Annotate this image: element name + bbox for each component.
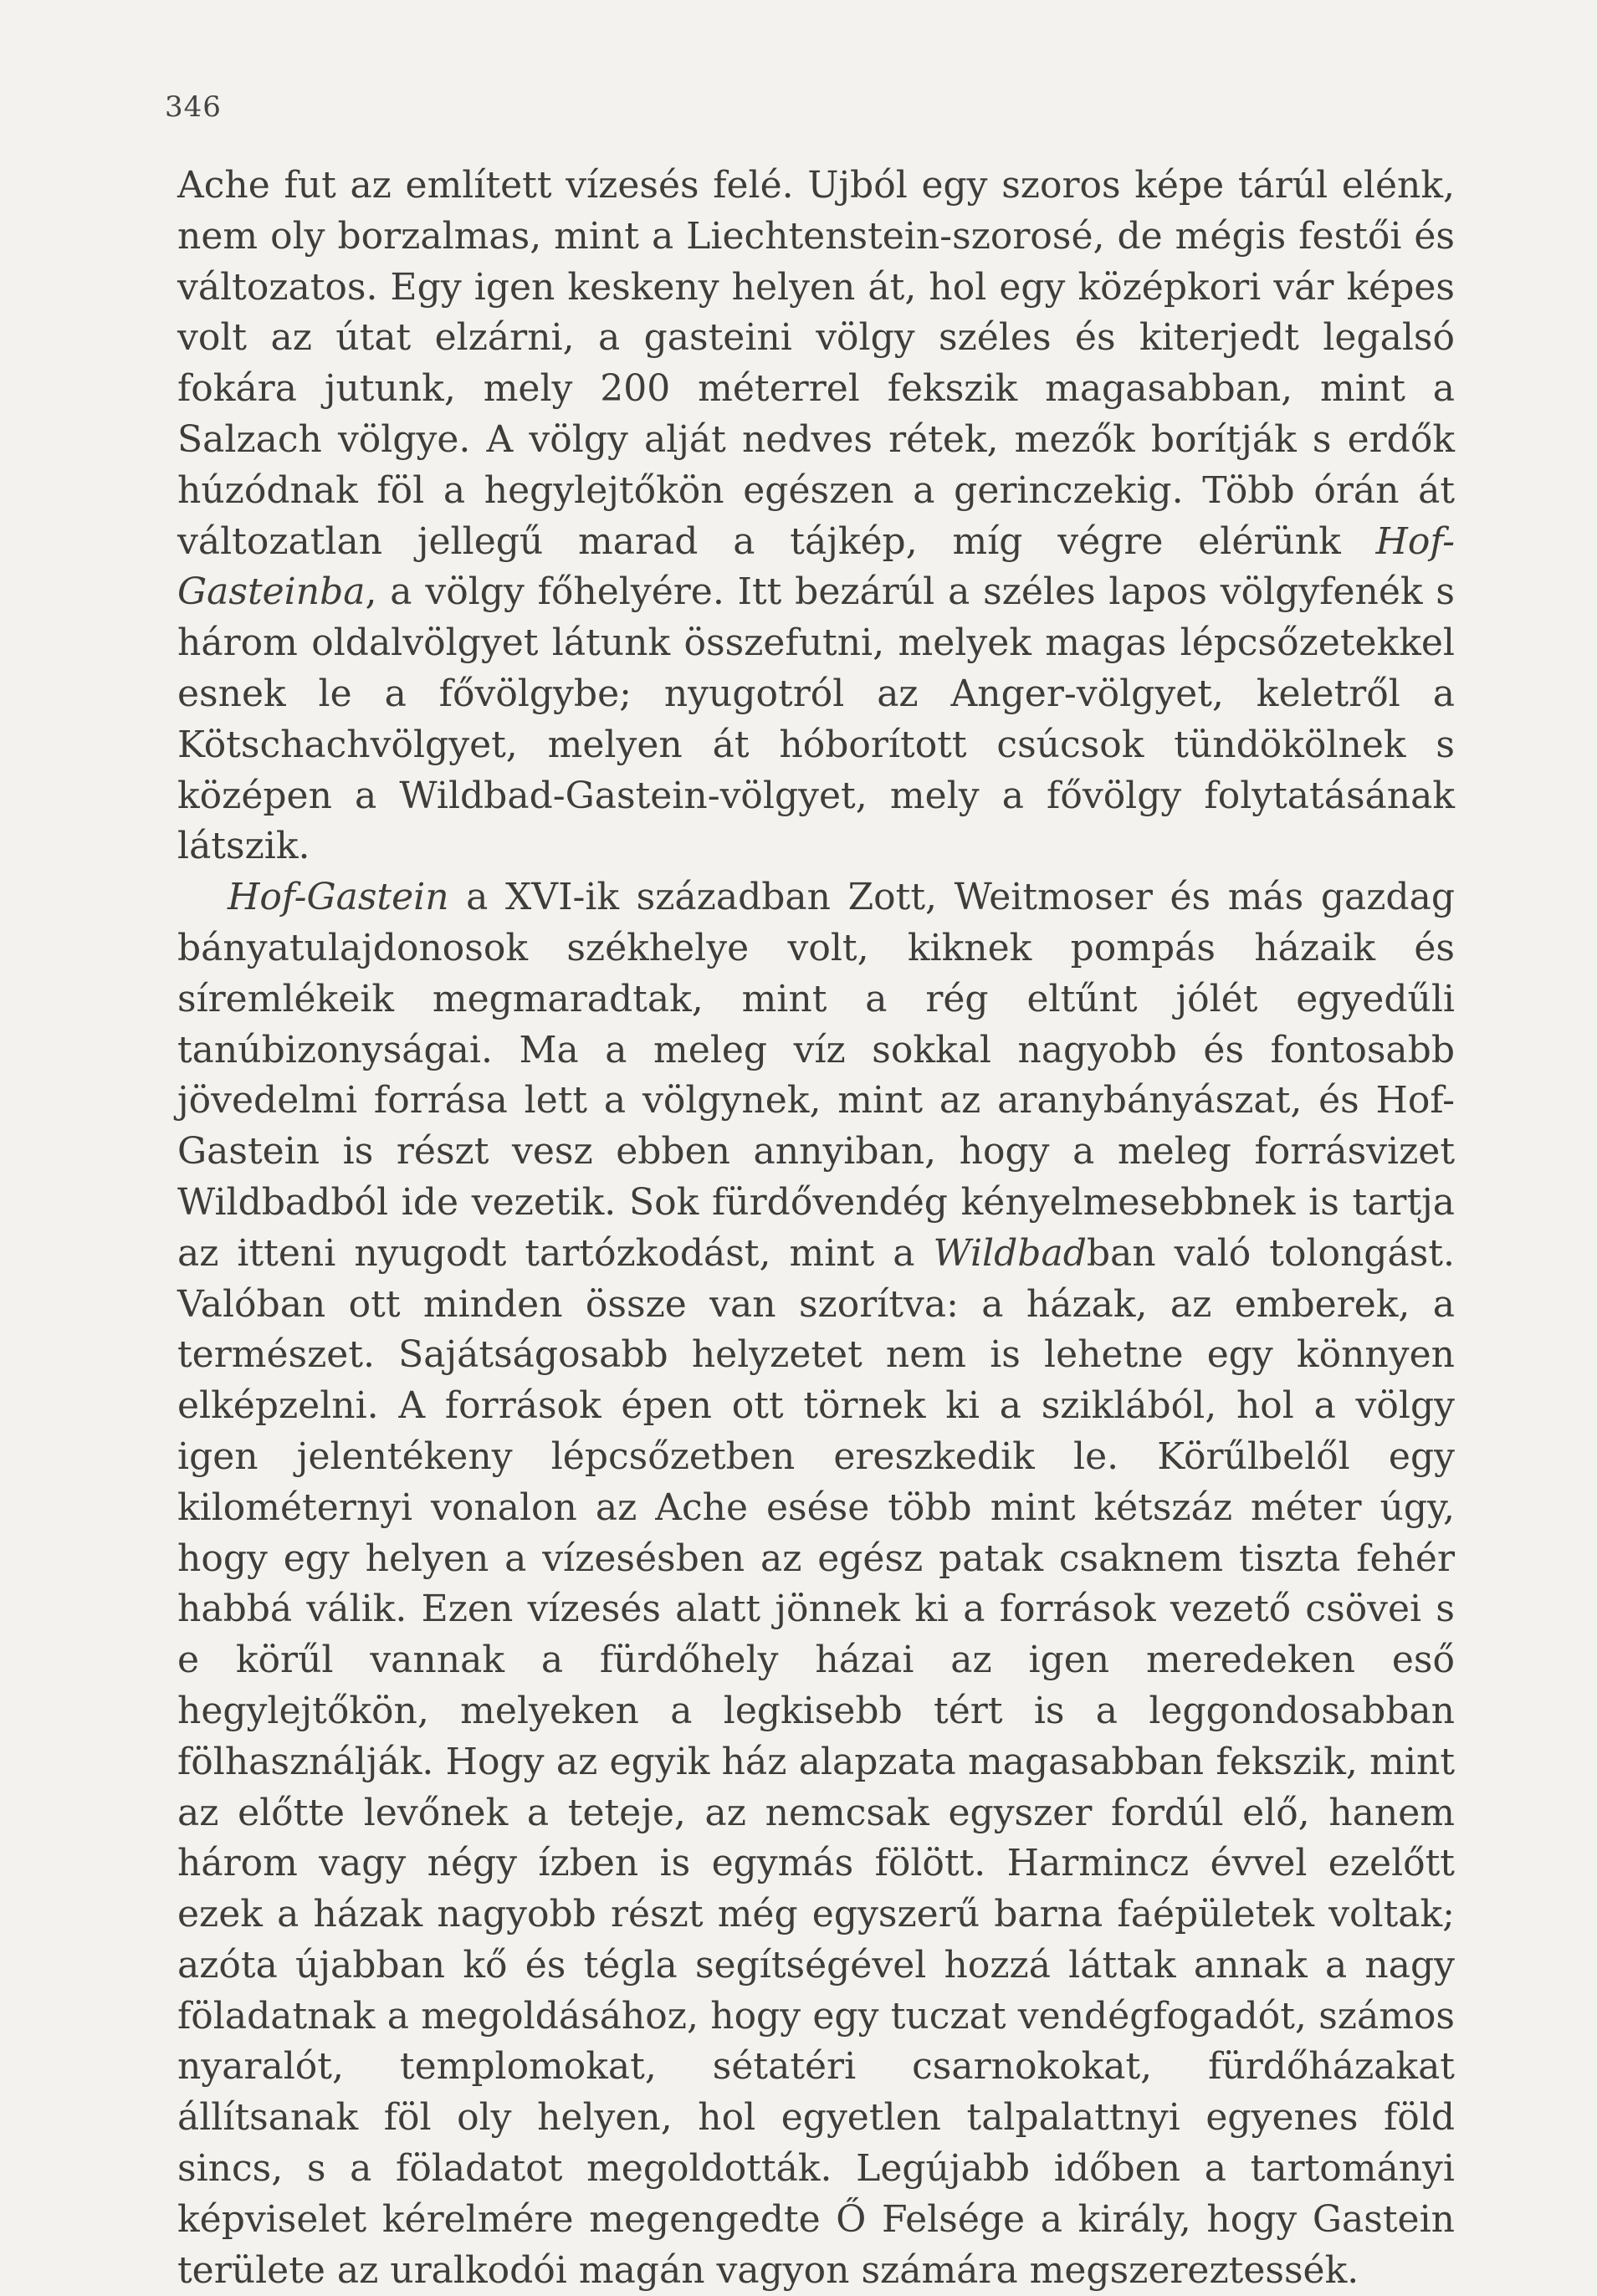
place-name-wildbad: Wildbad [933,1231,1087,1275]
page-number: 346 [165,90,222,124]
paragraph-1 [177,161,1455,872]
paragraph-1-text-a: Ache fut az említett vízesés felé. Ujból egy szoros képe tárúl elénk, nem oly borzalmas, mint a Liechtenstein-szorosé, de mégis festői és változatos. Egy igen keskeny helyen át, hol egy középkori vár képes volt az útat elzárni, a gasteini völgy széles és kiterjedt legalsó fokára jutunk, mely 200 méterrel fekszik magasabban, mint a Salzach völgye. A völgy alját nedves rétek, mezők borítják s erdők húzódnak föl a hegylejtőkön egészen a gerinczekig. Több órán át változatlan jellegű marad a tájkép, míg végre elérünk [177,164,1455,563]
paragraph-1-text-b: , a völgy főhelyére. Itt bezárúl a széles lapos völgyfenék s három oldalvölgyet látunk összefutni, melyek magas lépcsőzetekkel esnek le a fővölgybe; nyugotról az Anger-völgyet, keletről a Kötschachvölgyet, melyen át hóborított csúcsok tündökölnek s középen a Wildbad-Gastein-völgyet, mely a fővölgy folytatásának látszik. [177,570,1455,868]
body-text [177,161,1455,2296]
paragraph-2-text-b: ban való tolongást. Valóban ott minden össze van szorítva: a házak, az emberek, a természet. Sajátságosabb helyzetet nem is lehetne egy könnyen elképzelni. A források épen ott törnek ki a sziklából, hol a völgy igen jelentékeny lépcsőzetben ereszkedik le. Körűlbelől egy kilométernyi vonalon az Ache esése több mint kétszáz méter úgy, hogy egy helyen a vízesésben az egész patak csaknem tiszta fehér habbá válik. Ezen vízesés alatt jönnek ki a források vezető csövei s e körűl vannak a fürdőhely házai az igen meredeken eső hegylejtőkön, melyeken a legkisebb tért is a leggondosabban fölhasználják. Hogy az egyik ház alapzata magasabban fekszik, mint az előtte levőnek a teteje, az nemcsak egyszer fordúl elő, hanem három vagy négy ízben is egymás fölött. Harmincz évvel ezelőtt ezek a házak nagyobb részt még egyszerű barna faépületek voltak; azóta újabban kő és tégla segítségével hozzá láttak annak a nagy föladatnak a megoldásához, hogy egy tuczat vendégfogadót, számos nyaralót, templomokat, sétatéri csarnokokat, fürdőházakat állítsanak föl oly helyen, hol egyetlen talpalattnyi egyenes föld sincs, s a föladatot megoldották. Legújabb időben a tartományi képviselet kérelmére megengedte Ő Felsége a király, hogy Gastein területe az uralkodói magán vagyon számára megszereztessék. [177,1231,1455,2292]
paragraph-2-text-a: a XVI-ik században Zott, Weitmoser és más gazdag bányatulajdonosok székhelye volt, kiknek pompás házaik és síremlékeik megmaradtak, mint a rég eltűnt jólét egyedűli tanúbizonyságai. Ma a meleg víz sokkal nagyobb és fontosabb jövedelmi forrása lett a völgynek, mint az aranybányászat, és Hof-Gastein is részt vesz ebben annyiban, hogy a meleg forrásvizet Wildbadból ide vezetik. Sok fürdővendég kényelmesebbnek is tartja az itteni nyugodt tartózkodást, mint a [177,876,1455,1275]
place-name-hof-gastein: Hof-Gastein [228,876,449,919]
paragraph-2 [177,872,1455,2296]
place-name-hof-gasteinba: Hof-Gasteinba [177,519,1455,614]
